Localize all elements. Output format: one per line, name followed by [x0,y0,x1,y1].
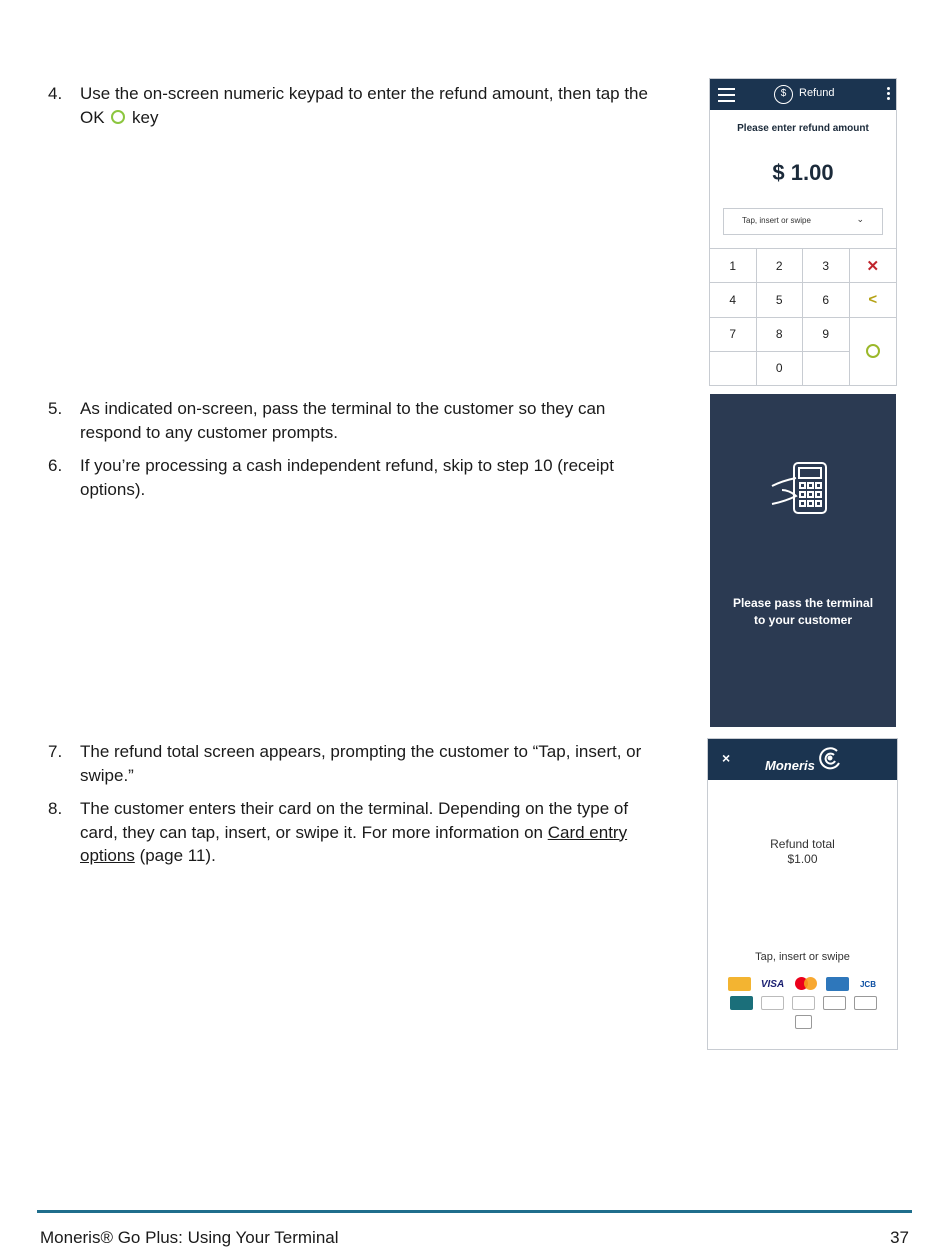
card-entry-options-link[interactable]: Card entry options [80,822,628,865]
apple-pay-icon [823,996,846,1010]
step-8 [48,797,658,868]
step-text: The refund total screen appears, prompting the customer to “Tap, insert, or swipe.” [80,742,642,785]
pass-message-line-2: to your customer [753,613,852,627]
close-icon[interactable]: × [722,750,731,766]
interac-card-icon [728,977,751,991]
step-text: Use the on-screen numeric keypad to enter the refund amount, then tap the OK [80,84,648,127]
accepted-cards [726,977,881,1029]
jcb-card-icon: JCB [859,979,876,989]
step-text: As indicated on-screen, pass the terminal to the customer so they can respond to any customer prompts. [80,399,606,442]
card-entry-select-value: Tap, insert or swipe [742,216,811,225]
step-text-end: key [132,107,159,127]
google-pay-icon [854,996,877,1010]
key-5[interactable]: 5 [757,283,804,317]
hand-terminal-icon [770,460,832,516]
discover-card-icon [761,996,784,1010]
pass-message-line-1: Please pass the terminal [732,596,874,610]
card-entry-select[interactable] [723,208,883,235]
tap-prompt: Tap, insert or swipe [755,951,850,963]
screen-header [710,79,896,110]
refund-amount: $ 1.00 [772,160,834,185]
refund-amount-screen [709,78,897,386]
step-7 [48,740,658,787]
step-number: 4. [48,84,63,103]
key-6[interactable]: 6 [803,283,850,317]
key-8[interactable]: 8 [757,318,804,352]
step-number: 7. [48,742,63,761]
footer-divider [37,1210,912,1213]
key-2[interactable]: 2 [757,249,804,283]
moneris-logo: Moneris [765,758,815,773]
other-card-icon [795,1015,812,1029]
mastercard-card-icon [795,977,818,991]
refund-total-screen [707,738,898,1050]
step-number: 8. [48,799,63,818]
refund-total-value: $1.00 [787,852,818,866]
pass-terminal-screen [710,394,896,727]
blank-key [803,352,850,386]
step-text: If you’re processing a cash independent refund, skip to step 10 (receipt options). [80,456,614,499]
refund-icon: $ [774,85,793,104]
step-5 [48,397,658,444]
cancel-key[interactable]: ✕ [850,249,897,283]
key-1[interactable]: 1 [710,249,757,283]
amex-card-icon [826,977,849,991]
numeric-keypad [710,248,896,386]
refund-prompt: Please enter refund amount [737,123,869,134]
ok-key[interactable] [850,318,897,387]
visa-card-icon: VISA [760,978,785,990]
step-6 [48,454,658,501]
step-text-end: (page 11). [139,846,216,865]
chevron-down-icon: ⌄ [856,214,864,224]
moneris-swirl-icon [817,746,843,772]
ok-key-icon [111,110,125,124]
step-number: 5. [48,399,63,418]
step-number: 6. [48,456,63,475]
key-4[interactable]: 4 [710,283,757,317]
refund-total-label: Refund total [770,837,835,851]
diners-card-icon [792,996,815,1010]
menu-icon[interactable] [718,88,735,102]
blank-key [710,352,757,386]
refund-total [708,837,897,867]
page-number: 37 [890,1228,909,1247]
screen-header [708,739,897,780]
ok-circle-icon [866,344,880,358]
screen-title: Refund [799,87,835,99]
more-options-icon[interactable] [887,87,890,102]
key-9[interactable]: 9 [803,318,850,352]
footer-title: Moneris® Go Plus: Using Your Terminal [40,1228,339,1247]
step-text: The customer enters their card on the terminal. Depending on the type of card, they can tap, insert, or swipe it. For more information on [80,799,629,842]
key-7[interactable]: 7 [710,318,757,352]
key-0[interactable]: 0 [757,352,804,386]
pass-message [710,595,896,629]
backspace-key[interactable]: < [850,283,897,317]
key-3[interactable]: 3 [803,249,850,283]
step-4 [48,82,658,129]
unionpay-card-icon [730,996,753,1010]
